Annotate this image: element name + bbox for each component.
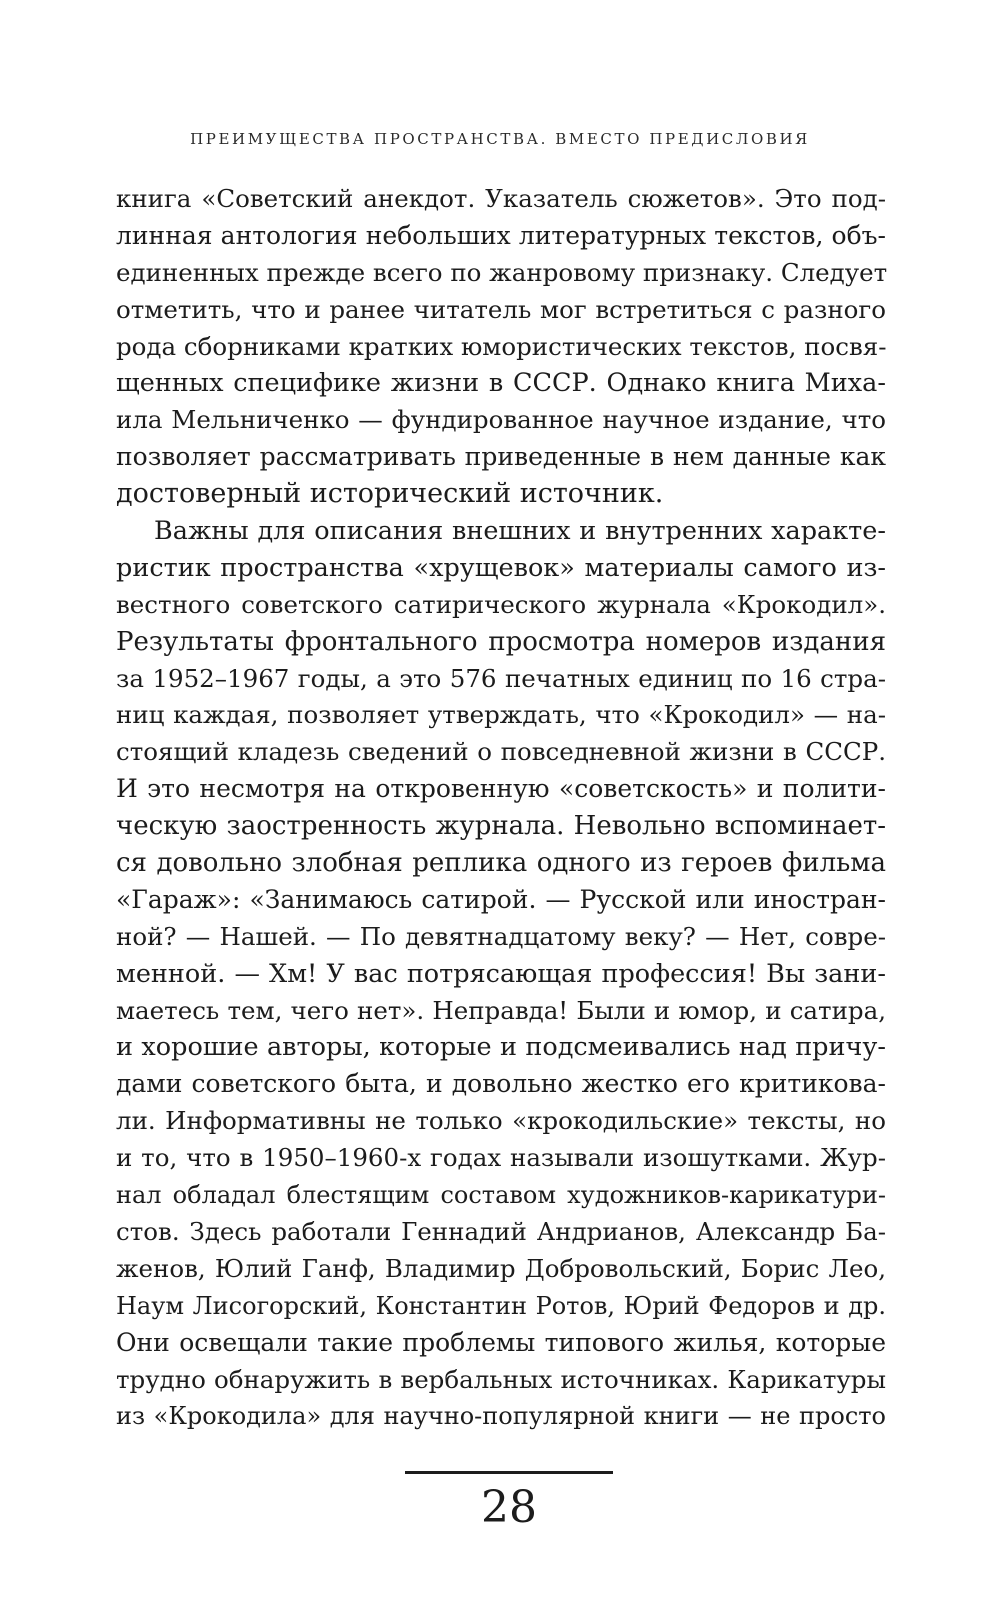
text-line: ческую заостренность журнала. Невольно вспоминает- — [116, 811, 886, 842]
text-line: ила Мельниченко — фундированное научное издание, что — [116, 405, 886, 435]
text-line: единенных прежде всего по жанровому признаку. Следует — [116, 257, 888, 287]
text-line: женов, Юлий Ганф, Владимир Добровольский, Борис Лео, — [116, 1253, 886, 1283]
text-line: и хорошие авторы, которые и подсмеивались над причу- — [116, 1032, 886, 1063]
text-line: ся довольно злобная реплика одного из героев фильма — [116, 848, 886, 879]
text-line: дами советского быта, и довольно жестко его критикова- — [116, 1069, 886, 1099]
text-line: И это несмотря на откровенную «советскость» и полити- — [116, 774, 886, 804]
paragraph-1 — [116, 181, 886, 513]
text-line: отметить, что и ранее читатель мог встретиться с разного — [116, 294, 886, 324]
text-line: за 1952–1967 годы, а это 576 печатных единиц по 16 стра- — [116, 663, 886, 693]
text-line: менной. — Хм! У вас потрясающая профессия! Вы зани- — [116, 958, 886, 989]
paragraph-2 — [116, 513, 886, 1435]
text-line: ной? — Нашей. — По девятнадцатому веку? — Нет, совре- — [116, 921, 886, 951]
text-line: ристик пространства «хрущевок» материалы самого из- — [116, 552, 886, 583]
text-line: Важны для описания внешних и внутренних характе- — [154, 516, 886, 547]
text-line: ли. Информативны не только «крокодильские» тексты, но — [116, 1106, 886, 1136]
text-line: линная антология небольших литературных текстов, объ- — [116, 220, 886, 250]
text-line: рода сборниками кратких юмористических текстов, посвя- — [116, 331, 887, 361]
text-line: «Гараж»: «Занимаюсь сатирой. — Русской или иностран- — [116, 884, 886, 914]
text-line: книга «Советский анекдот. Указатель сюжетов». Это под- — [116, 184, 886, 213]
text-line: ниц каждая, позволяет утверждать, что «Крокодил» — на- — [116, 700, 886, 730]
text-line: стоящий кладезь сведений о повседневной жизни в СССР. — [116, 737, 886, 767]
text-line: нал обладал блестящим составом художников-карикатури- — [116, 1181, 886, 1210]
body-text — [116, 181, 886, 1435]
text-line: Результаты фронтального просмотра номеров издания — [116, 626, 886, 657]
text-line: позволяет рассматривать приведенные в нем данные как — [116, 442, 886, 472]
footer-rule — [405, 1471, 613, 1474]
text-line: достоверный исторический источник. — [116, 478, 664, 510]
text-line: Они освещали такие проблемы типового жилья, которые — [116, 1327, 886, 1357]
page-number: 28 — [481, 1482, 537, 1533]
text-line: стов. Здесь работали Геннадий Андрианов, Александр Ба- — [116, 1216, 886, 1246]
text-line: из «Крокодила» для научно-популярной книги — не просто — [116, 1402, 886, 1431]
text-line: и то, что в 1950–1960-х годах называли изошутками. Жур- — [116, 1143, 886, 1173]
running-head: ПРЕИМУЩЕСТВА ПРОСТРАНСТВА. ВМЕСТО ПРЕДИСЛОВИЯ — [190, 130, 810, 148]
text-line: трудно обнаружить в вербальных источниках. Карикатуры — [116, 1364, 886, 1394]
text-line: щенных специфике жизни в СССР. Однако книга Миха- — [116, 368, 886, 399]
text-line: Наум Лисогорский, Константин Ротов, Юрий Федоров и др. — [116, 1291, 886, 1320]
text-line: маетесь тем, чего нет». Неправда! Были и юмор, и сатира, — [116, 995, 886, 1025]
text-line: вестного советского сатирического журнала «Крокодил». — [116, 589, 886, 619]
